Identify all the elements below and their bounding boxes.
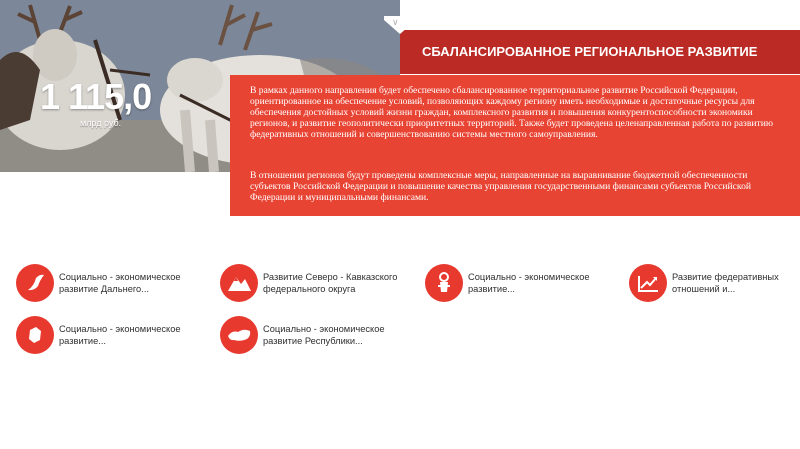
chevron-down-icon[interactable]: ∨: [392, 17, 399, 27]
program-card-region[interactable]: [16, 315, 199, 355]
program-card-republic[interactable]: [220, 315, 403, 355]
program-card-far-east[interactable]: [16, 263, 199, 303]
program-card-label: Развитие Северо - Кавказского федерального округа: [263, 272, 398, 294]
emblem-icon: [425, 264, 463, 302]
far-east-map-icon: [16, 264, 54, 302]
section-header: [400, 30, 800, 74]
mountains-icon: [220, 264, 258, 302]
program-card-federal-relations[interactable]: [629, 263, 800, 303]
program-card-emblem[interactable]: [425, 263, 608, 303]
section-title: СБАЛАНСИРОВАННОЕ РЕГИОНАЛЬНОЕ РАЗВИТИЕ: [422, 44, 758, 59]
hero-stat-unit: млрд руб.: [80, 118, 122, 128]
growth-chart-icon: [629, 264, 667, 302]
program-card-label: Социально - экономическое развитие...: [59, 324, 181, 346]
description-panel: [230, 75, 800, 216]
description-paragraph-2: В отношении регионов будут проведены комплексные меры, направленные на выравнивание бюджетной обеспеченности субъектов Российской Федерации и повышение качества управления государственными финансами субъектов Российской Федерации и муниципальными финансами.: [250, 170, 751, 203]
program-card-label: Социально - экономическое развитие Дальнего...: [59, 272, 181, 294]
hero-stat-value: 1 115,0: [40, 76, 152, 117]
program-card-label: Развитие федеративных отношений и...: [672, 272, 779, 294]
program-card-north-caucasus[interactable]: [220, 263, 403, 303]
header-notch: [384, 16, 416, 34]
program-card-label: Социально - экономическое развитие Республики...: [263, 324, 385, 346]
russia-map-icon: [220, 316, 258, 354]
program-card-label: Социально - экономическое развитие...: [468, 272, 590, 294]
region-shape-icon: [16, 316, 54, 354]
description-paragraph-1: В рамках данного направления будет обеспечено сбалансированное территориальное развитие Российской Федерации, ориентированное на обеспечение условий, позволяющих каждому региону иметь необходимые и достаточные ресурсы для обеспечения достойных условий жизни граждан, комплексного развития и повышения конкурентоспособности экономики регионов, и развитие геополитически приоритетных территорий. Также будет проведена целенаправленная работа по развитию федеративных отношений и совершенствованию системы местного самоуправления.: [250, 85, 773, 140]
